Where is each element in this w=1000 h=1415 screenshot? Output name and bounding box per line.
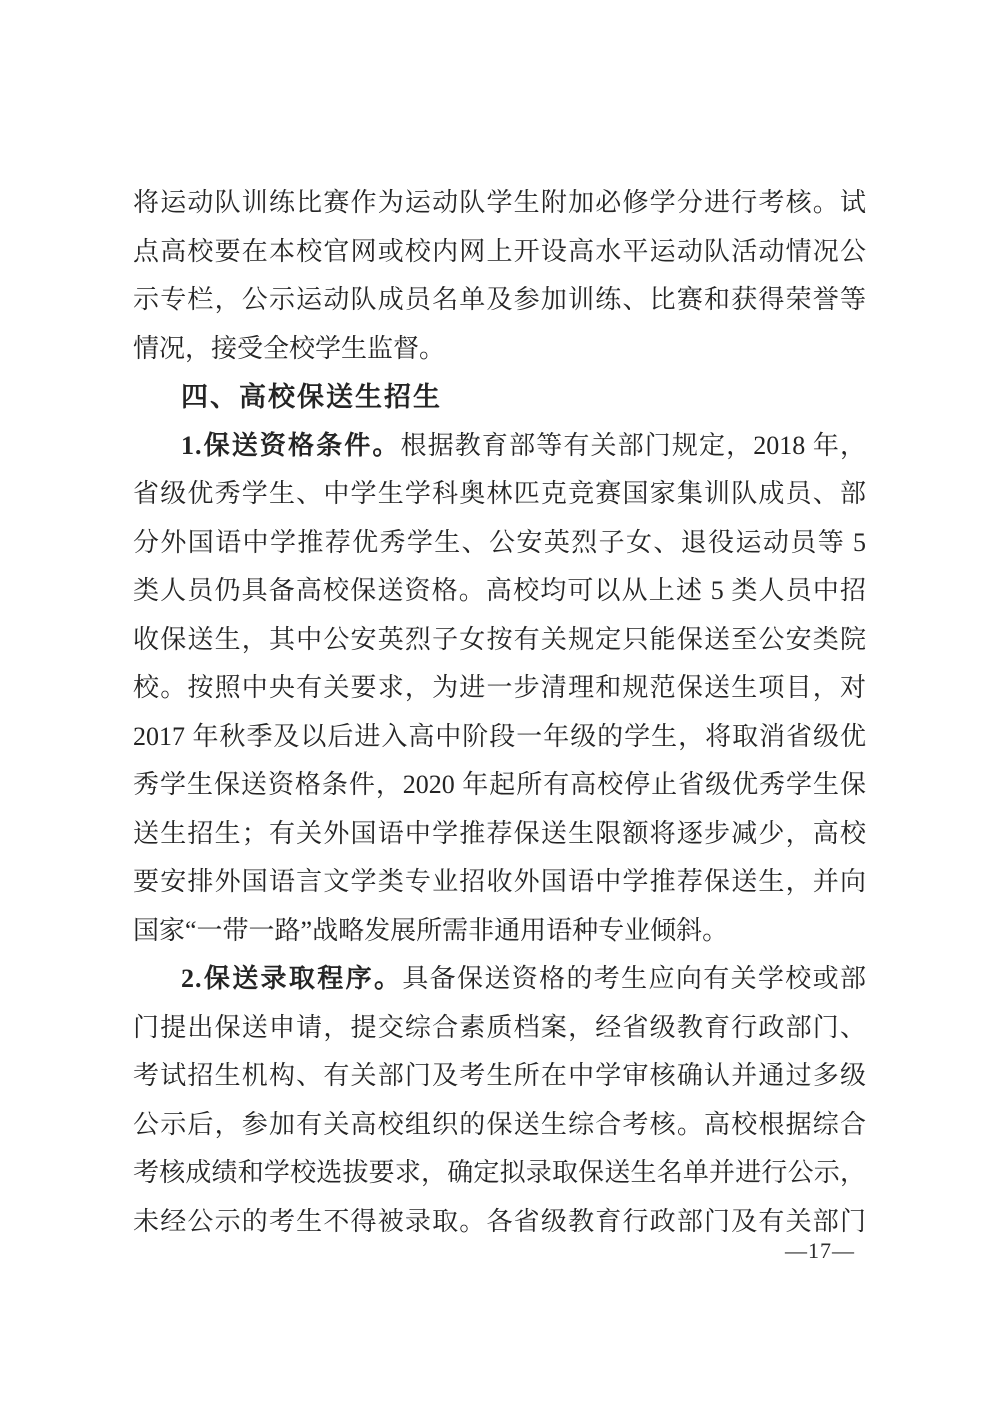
text-line: [133, 1004, 866, 1053]
text-line: [133, 1052, 866, 1101]
text-run: 要安排外国语言文学类专业招收外国语中学推荐保送生，并向: [133, 867, 866, 896]
text-run: 送生招生；有关外国语中学推荐保送生限额将逐步减少，高校: [133, 818, 866, 848]
text-line: [133, 907, 866, 956]
text-run: 公示后，参加有关高校组织的保送生综合考核。高校根据综合: [133, 1109, 866, 1139]
text-run: 情况，接受全校学生监督。: [133, 333, 446, 363]
text-run: 2017 年秋季及以后进入高中阶段一年级的学生，将取消省级优: [133, 721, 866, 751]
paragraph-start-line: [133, 422, 866, 471]
text-line: [133, 470, 866, 519]
text-run: 秀学生保送资格条件，2020 年起所有高校停止省级优秀学生保: [133, 770, 866, 799]
text-run: 校。按照中央有关要求，为进一步清理和规范保送生项目，对: [133, 673, 866, 702]
text-line: [133, 616, 866, 665]
text-run: 省级优秀学生、中学生学科奥林匹克竞赛国家集训队成员、部: [133, 479, 866, 508]
text-line: [133, 858, 866, 907]
bold-run: 2.保送录取程序。: [181, 964, 403, 993]
text-line: [133, 228, 866, 277]
text-line: [133, 519, 866, 568]
text-run: 未经公示的考生不得被录取。各省级教育行政部门及有关部门: [133, 1206, 866, 1236]
text-run: 具备保送资格的考生应向有关学校或部: [402, 964, 866, 993]
text-line: [133, 761, 866, 810]
text-line: [133, 325, 866, 374]
text-run: 点高校要在本校官网或校内网上开设高水平运动队活动情况公: [133, 236, 866, 266]
page-number: —17—: [785, 1238, 855, 1263]
text-line: [133, 1198, 866, 1247]
text-line: [133, 1101, 866, 1150]
text-line: [133, 713, 866, 762]
bold-run: 1.保送资格条件。: [181, 430, 401, 460]
text-run: 国家“一带一路”战略发展所需非通用语种专业倾斜。: [133, 915, 729, 945]
text-run: 收保送生，其中公安英烈子女按有关规定只能保送至公安类院: [133, 624, 866, 654]
text-run: 示专栏，公示运动队成员名单及参加训练、比赛和获得荣誉等: [133, 285, 866, 314]
text-line: [133, 1149, 866, 1198]
text-line: [133, 664, 866, 713]
text-run: 根据教育部等有关部门规定，2018 年，: [400, 430, 866, 460]
heading-bold-run: 四、高校保送生招生: [181, 382, 442, 412]
text-run: 类人员仍具备高校保送资格。高校均可以从上述 5 类人员中招: [133, 576, 866, 605]
text-run: 考试招生机构、有关部门及考生所在中学审核确认并通过多级: [133, 1061, 866, 1090]
document-body: [133, 179, 866, 1246]
text-run: 将运动队训练比赛作为运动队学生附加必修学分进行考核。试: [133, 188, 866, 217]
text-run: 分外国语中学推荐优秀学生、公安英烈子女、退役运动员等 5: [133, 527, 866, 557]
text-line: [133, 179, 866, 228]
text-line: [133, 276, 866, 325]
paragraph-start-line: [133, 955, 866, 1004]
section-heading: [133, 373, 866, 422]
text-line: [133, 810, 866, 859]
text-line: [133, 567, 866, 616]
text-run: 考核成绩和学校选拔要求，确定拟录取保送生名单并进行公示，: [133, 1158, 866, 1187]
text-run: 门提出保送申请，提交综合素质档案，经省级教育行政部门、: [133, 1012, 866, 1042]
